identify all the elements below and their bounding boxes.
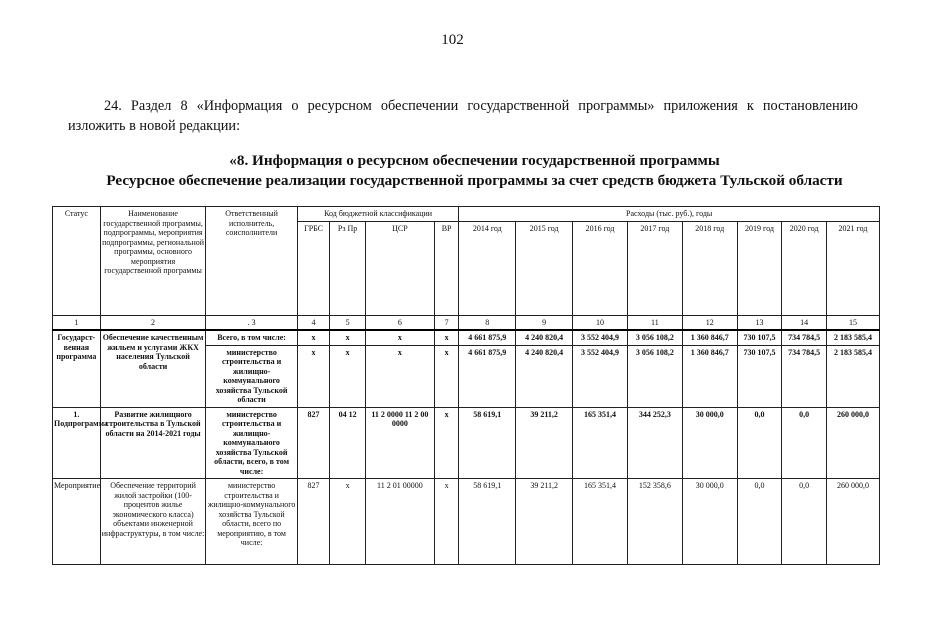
program-ministry-csr: x <box>365 345 434 407</box>
col-number: 12 <box>682 315 737 330</box>
subprogram-value: 165 351,4 <box>573 407 628 479</box>
program-total-value: 734 784,5 <box>782 330 827 345</box>
subprogram-row <box>53 407 880 479</box>
subprogram-value: 39 211,2 <box>516 407 573 479</box>
subprogram-csr: 11 2 0000 11 2 00 0000 <box>365 407 434 479</box>
subprogram-status: 1. Подпрограмма <box>53 407 101 479</box>
event-executor: министерство строительства и жилищно-коммунального хозяйства Тульской области, всего по мероприятию, в том числе: <box>206 479 297 565</box>
intro-paragraph: 24. Раздел 8 «Информация о ресурсном обеспечении государственной программы» приложения к постановлению изложить в новой редакции: <box>68 98 858 134</box>
program-status: Государст-венная программа <box>53 330 101 407</box>
header-code-vr: ВР <box>434 221 458 315</box>
subprogram-grbs: 827 <box>297 407 330 479</box>
col-number: 13 <box>737 315 782 330</box>
header-code-grbs: ГРБС <box>297 221 330 315</box>
event-status: Мероприятие <box>53 479 101 565</box>
event-name: Обеспечение территорий жилой застройки (100-процентов жилье экономического класса) объектами инженерной инфраструктуры, в том числе: <box>100 479 206 565</box>
program-total-value: 2 183 585,4 <box>827 330 880 345</box>
subprogram-value: 260 000,0 <box>827 407 880 479</box>
col-number: 11 <box>627 315 682 330</box>
header-year: 2021 год <box>827 221 880 315</box>
program-csr: x <box>365 330 434 345</box>
col-number: 2 <box>100 315 206 330</box>
header-code-rzpr: Рз Пр <box>330 221 366 315</box>
program-total-value: 3 552 404,9 <box>573 330 628 345</box>
header-expenses-group: Расходы (тыс. руб.), годы <box>459 207 880 222</box>
event-value: 260 000,0 <box>827 479 880 565</box>
program-ministry-vr: x <box>434 345 458 407</box>
subprogram-value: 30 000,0 <box>682 407 737 479</box>
col-number: 14 <box>782 315 827 330</box>
col-number: 10 <box>573 315 628 330</box>
program-executor-ministry: министерство строительства и жилищно-коммунального хозяйства Тульской области <box>206 345 297 407</box>
event-vr: x <box>434 479 458 565</box>
event-value: 58 619,1 <box>459 479 516 565</box>
event-row <box>53 479 880 565</box>
subprogram-vr: x <box>434 407 458 479</box>
program-row-total <box>53 330 880 345</box>
col-number: 1 <box>53 315 101 330</box>
header-name: Наименование государственной программы, подпрограммы, мероприятия подпрограммы, региональной программы, основного мероприятия государственной программы <box>100 207 206 316</box>
program-ministry-value: 2 183 585,4 <box>827 345 880 407</box>
header-year: 2018 год <box>682 221 737 315</box>
program-ministry-grbs: x <box>297 345 330 407</box>
program-rzpr: x <box>330 330 366 345</box>
col-number: . 3 <box>206 315 297 330</box>
col-number: 15 <box>827 315 880 330</box>
event-csr: 11 2 01 00000 <box>365 479 434 565</box>
event-value: 152 358,6 <box>627 479 682 565</box>
header-year: 2019 год <box>737 221 782 315</box>
program-total-value: 3 056 108,2 <box>627 330 682 345</box>
header-year: 2014 год <box>459 221 516 315</box>
event-value: 39 211,2 <box>516 479 573 565</box>
event-value: 165 351,4 <box>573 479 628 565</box>
program-total-value: 1 360 846,7 <box>682 330 737 345</box>
program-total-value: 4 661 875,9 <box>459 330 516 345</box>
event-value: 0,0 <box>737 479 782 565</box>
program-ministry-value: 730 107,5 <box>737 345 782 407</box>
program-executor-total: Всего, в том числе: <box>206 330 297 345</box>
col-number: 7 <box>434 315 458 330</box>
program-ministry-value: 4 661 875,9 <box>459 345 516 407</box>
program-ministry-value: 4 240 820,4 <box>516 345 573 407</box>
column-number-row <box>53 315 880 330</box>
header-code-csr: ЦСР <box>365 221 434 315</box>
event-value: 0,0 <box>782 479 827 565</box>
event-rzpr: x <box>330 479 366 565</box>
program-grbs: x <box>297 330 330 345</box>
program-ministry-value: 3 552 404,9 <box>573 345 628 407</box>
header-executor: Ответственный исполнитель, соисполнители <box>206 207 297 316</box>
program-vr: x <box>434 330 458 345</box>
program-ministry-rzpr: x <box>330 345 366 407</box>
header-status: Статус <box>53 207 101 316</box>
subprogram-name: Развитие жилищного строительства в Тульской области на 2014-2021 годы <box>100 407 206 479</box>
col-number: 6 <box>365 315 434 330</box>
header-year: 2015 год <box>516 221 573 315</box>
subprogram-executor: министерство строительства и жилищно-коммунального хозяйства Тульской области, всего, в том числе: <box>206 407 297 479</box>
header-year: 2020 год <box>782 221 827 315</box>
page-number: 102 <box>441 32 464 48</box>
header-year: 2016 год <box>573 221 628 315</box>
program-ministry-value: 1 360 846,7 <box>682 345 737 407</box>
program-total-value: 4 240 820,4 <box>516 330 573 345</box>
subprogram-value: 0,0 <box>737 407 782 479</box>
resource-table <box>52 206 880 565</box>
subprogram-rzpr: 04 12 <box>330 407 366 479</box>
col-number: 9 <box>516 315 573 330</box>
program-total-value: 730 107,5 <box>737 330 782 345</box>
section-title: «8. Информация о ресурсном обеспечении государственной программы <box>229 152 720 169</box>
program-ministry-value: 734 784,5 <box>782 345 827 407</box>
header-year: 2017 год <box>627 221 682 315</box>
col-number: 5 <box>330 315 366 330</box>
subprogram-value: 0,0 <box>782 407 827 479</box>
col-number: 4 <box>297 315 330 330</box>
header-code-group: Код бюджетной классификации <box>297 207 459 222</box>
program-name: Обеспечение качественным жильем и услугами ЖКХ населения Тульской области <box>100 330 206 407</box>
program-ministry-value: 3 056 108,2 <box>627 345 682 407</box>
col-number: 8 <box>459 315 516 330</box>
event-value: 30 000,0 <box>682 479 737 565</box>
event-grbs: 827 <box>297 479 330 565</box>
header-row-top <box>53 207 880 222</box>
subprogram-value: 58 619,1 <box>459 407 516 479</box>
table-title: Ресурсное обеспечение реализации государственной программы за счет средств бюджета Тульской области <box>106 172 843 189</box>
subprogram-value: 344 252,3 <box>627 407 682 479</box>
